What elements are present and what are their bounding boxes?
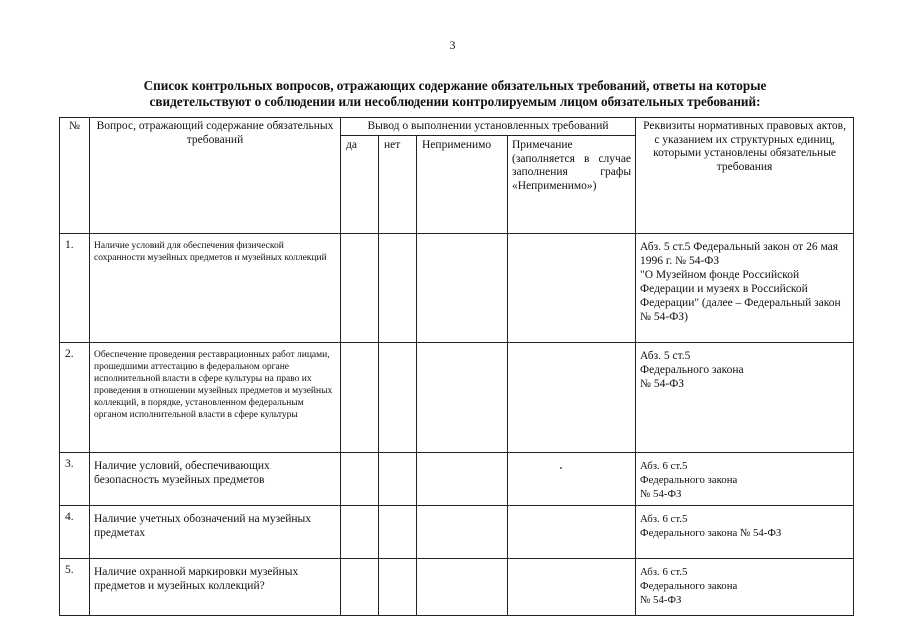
- reference-line: Абз. 5 ст.5 Федеральный закон от 26 мая 1996 г. № 54-ФЗ: [640, 241, 839, 267]
- cell-no[interactable]: [379, 453, 417, 506]
- title-line-1: Список контрольных вопросов, отражающих содержание обязательных требований, ответы на которые: [143, 78, 767, 93]
- reference-line: Абз. 6 ст.5: [640, 513, 688, 525]
- row-legal-reference: [636, 506, 854, 559]
- cell-no[interactable]: [379, 234, 417, 343]
- table-row: [60, 343, 854, 453]
- reference-line: Федерального закона № 54-ФЗ: [640, 527, 782, 539]
- cell-note[interactable]: [508, 343, 636, 453]
- cell-yes[interactable]: [341, 343, 379, 453]
- header-result: Вывод о выполнении установленных требований: [341, 118, 636, 136]
- header-yes: да: [341, 136, 379, 234]
- cell-yes[interactable]: [341, 506, 379, 559]
- table-row: [60, 506, 854, 559]
- cell-not-applicable[interactable]: [417, 453, 508, 506]
- cell-no[interactable]: [379, 559, 417, 616]
- row-number: 2.: [60, 343, 90, 453]
- row-legal-reference: [636, 343, 854, 453]
- row-question: Обеспечение проведения реставрационных работ лицами, прошедшими аттестацию в федеральном органе исполнительной власти в сфере культуры на право их проведения в отношении музейных предметов и музейных коллекций, в порядке, установленном федеральным органом исполнительной власти в сфере культуры: [90, 343, 341, 453]
- row-legal-reference: [636, 559, 854, 616]
- row-legal-reference: [636, 234, 854, 343]
- reference-line: Абз. 6 ст.5: [640, 566, 688, 578]
- header-number: №: [60, 118, 90, 234]
- reference-line: Абз. 5 ст.5: [640, 350, 691, 362]
- cell-yes[interactable]: [341, 234, 379, 343]
- page-number: 3: [449, 38, 456, 52]
- row-number: 1.: [60, 234, 90, 343]
- scan-speck: [560, 467, 562, 469]
- row-question: Наличие учетных обозначений на музейных предметах: [90, 506, 341, 559]
- cell-not-applicable[interactable]: [417, 559, 508, 616]
- header-no: нет: [379, 136, 417, 234]
- title-line-2: свидетельствуют о соблюдении или несоблюдении контролируемым лицом обязательных требований:: [149, 94, 761, 109]
- row-question: Наличие охранной маркировки музейных предметов и музейных коллекций?: [90, 559, 341, 616]
- table-row: [60, 559, 854, 616]
- cell-note[interactable]: [508, 506, 636, 559]
- table-row: [60, 234, 854, 343]
- row-question: Наличие условий для обеспечения физической сохранности музейных предметов и музейных коллекций: [90, 234, 341, 343]
- reference-line: "О Музейном фонде Российской Федерации и музеях в Российской Федерации" (далее – Федеральный закон № 54-ФЗ): [640, 269, 841, 323]
- checklist-rows: [60, 234, 854, 616]
- cell-not-applicable[interactable]: [417, 234, 508, 343]
- row-question: Наличие условий, обеспечивающих безопасность музейных предметов: [90, 453, 341, 506]
- row-number: 3.: [60, 453, 90, 506]
- cell-no[interactable]: [379, 506, 417, 559]
- cell-yes[interactable]: [341, 453, 379, 506]
- checklist-table: [59, 117, 854, 616]
- reference-line: № 54-ФЗ: [640, 488, 682, 500]
- row-legal-reference: [636, 453, 854, 506]
- table-row: [60, 453, 854, 506]
- row-number: 5.: [60, 559, 90, 616]
- reference-line: Абз. 6 ст.5: [640, 460, 688, 472]
- header-legal-references: Реквизиты нормативных правовых актов, с указанием их структурных единиц, которыми установлены обязательные требования: [636, 118, 854, 234]
- reference-line: Федерального закона: [640, 474, 738, 486]
- cell-note[interactable]: [508, 453, 636, 506]
- cell-yes[interactable]: [341, 559, 379, 616]
- cell-note[interactable]: [508, 234, 636, 343]
- reference-line: Федерального закона: [640, 580, 738, 592]
- document-title: [60, 78, 850, 110]
- header-note: Примечание (заполняется в случае заполнения графы «Неприменимо»): [508, 136, 636, 234]
- reference-line: № 54-ФЗ: [640, 594, 682, 606]
- reference-line: Федерального закона: [640, 364, 744, 376]
- cell-no[interactable]: [379, 343, 417, 453]
- header-not-applicable: Неприменимо: [417, 136, 508, 234]
- row-number: 4.: [60, 506, 90, 559]
- header-question: Вопрос, отражающий содержание обязательных требований: [90, 118, 341, 234]
- cell-not-applicable[interactable]: [417, 343, 508, 453]
- cell-not-applicable[interactable]: [417, 506, 508, 559]
- cell-note[interactable]: [508, 559, 636, 616]
- reference-line: № 54-ФЗ: [640, 378, 685, 390]
